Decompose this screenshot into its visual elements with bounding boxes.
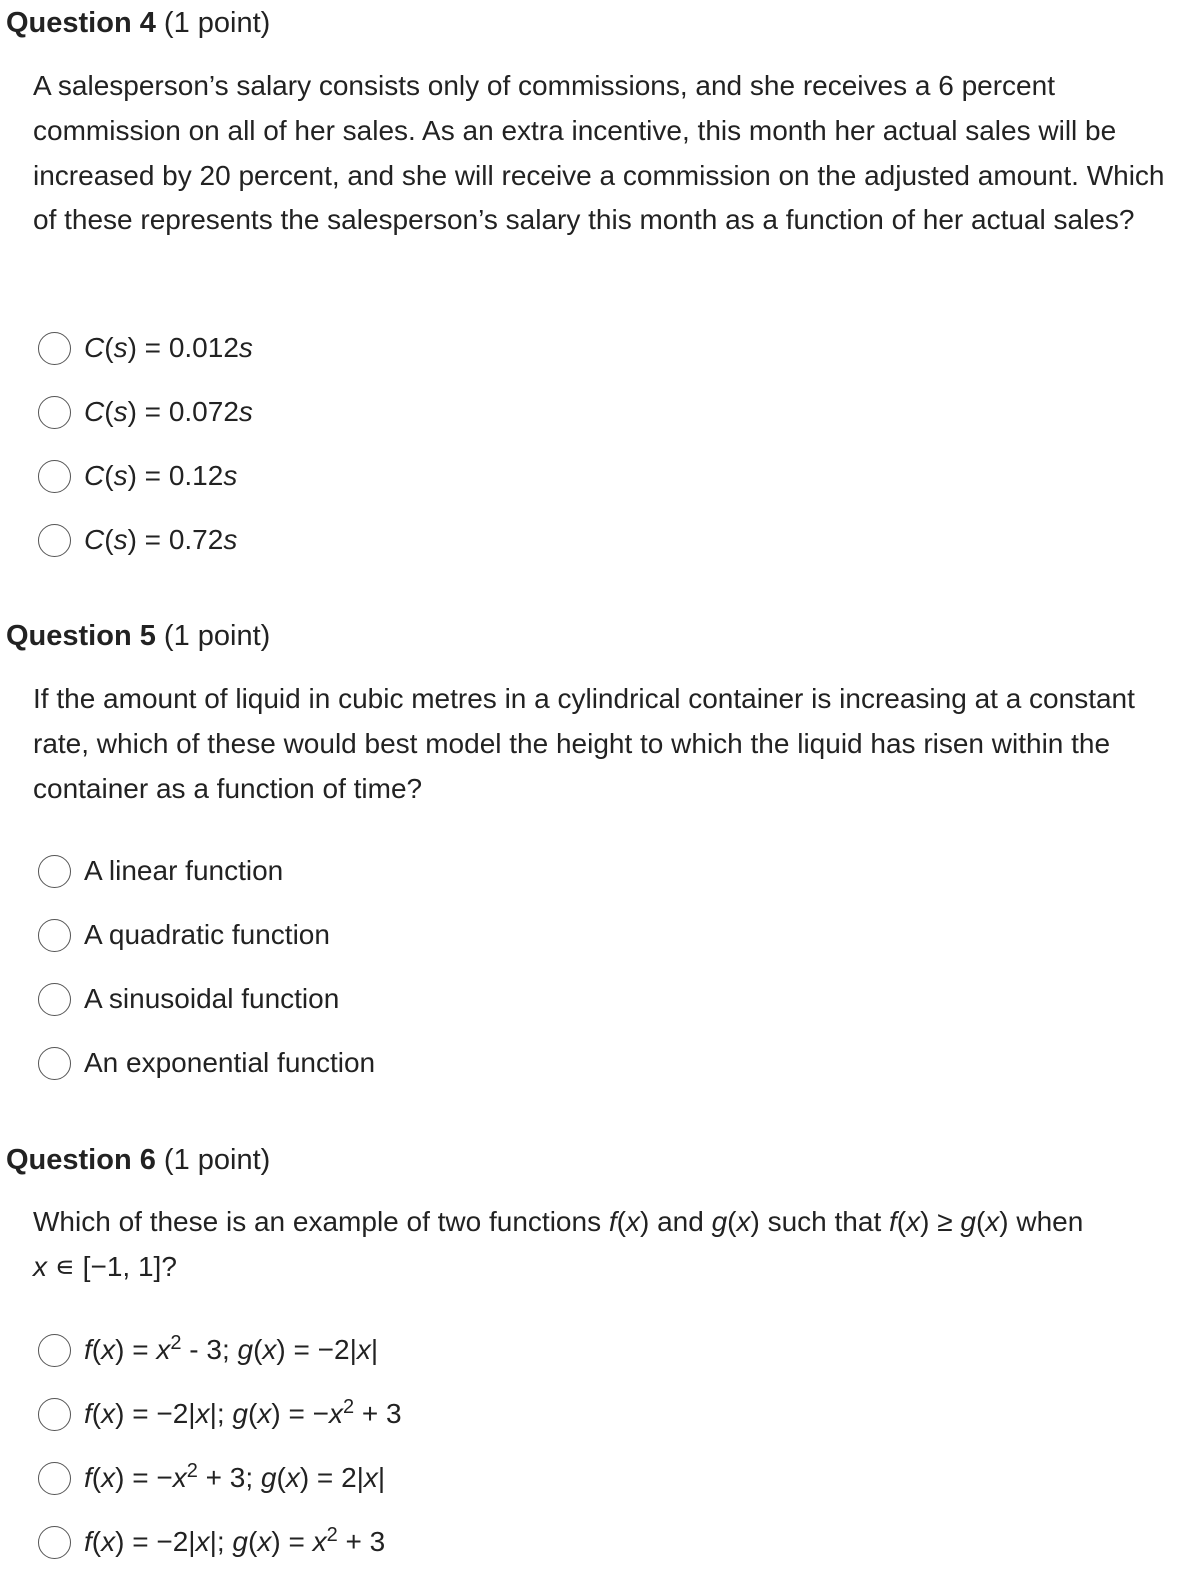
answer-option[interactable] <box>38 1510 402 1574</box>
radio-button[interactable] <box>38 855 71 888</box>
question-text: If the amount of liquid in cubic metres in a cylindrical container is increasing at a constant rate, which of these would best model the height to which the liquid has risen within the container as a function of time? <box>33 683 1135 804</box>
option-label: C(s) = 0.012s <box>84 332 253 363</box>
answer-option[interactable] <box>38 380 253 444</box>
inequality-condition: f(x) ≥ g(x) <box>889 1206 1009 1237</box>
answer-option[interactable] <box>38 316 253 380</box>
f-of-x: f(x) <box>608 1206 650 1237</box>
radio-button[interactable] <box>38 460 71 493</box>
answer-option[interactable] <box>38 903 375 967</box>
answer-option[interactable] <box>38 1382 402 1446</box>
text-lead: Which of these is an example of two functions <box>33 1206 609 1237</box>
radio-button[interactable] <box>38 983 71 1016</box>
radio-button[interactable] <box>38 1526 71 1559</box>
question-text: A salesperson’s salary consists only of commissions, and she receives a 6 percent commission on all of her sales. As an extra incentive, this month her actual sales will be increased by 20 percent, and she will receive a commission on the adjusted amount. Which of these represents the salesperson’s salary this month as a function of her actual sales? <box>33 70 1165 236</box>
question-number: Question 4 <box>6 7 156 39</box>
radio-button[interactable] <box>38 1462 71 1495</box>
option-label: C(s) = 0.12s <box>84 460 238 491</box>
question-number: Question 6 <box>6 1144 156 1176</box>
question-points: (1 point) <box>163 1144 271 1176</box>
question-points: (1 point) <box>163 620 271 652</box>
question-points: (1 point) <box>163 7 271 39</box>
radio-button[interactable] <box>38 919 71 952</box>
answer-options <box>38 839 375 1095</box>
option-label: C(s) = 0.72s <box>84 524 238 555</box>
question-text <box>33 1200 1183 1290</box>
radio-button[interactable] <box>38 1047 71 1080</box>
answer-options <box>38 316 253 572</box>
option-label: A sinusoidal function <box>84 983 340 1014</box>
answer-option[interactable] <box>38 1318 402 1382</box>
option-label: $f(x) = -x^2 + 3$; g(x) = 2|x| <box>84 1460 386 1493</box>
g-of-x: g(x) <box>711 1206 760 1237</box>
answer-options <box>38 1318 402 1574</box>
answer-option[interactable] <box>38 967 375 1031</box>
radio-button[interactable] <box>38 524 71 557</box>
question-title <box>6 614 270 658</box>
domain-interval: x ∊ [−1, 1]? <box>33 1250 177 1282</box>
answer-option[interactable] <box>38 444 253 508</box>
text-such-that: such that <box>759 1206 889 1237</box>
option-label: An exponential function <box>84 1047 376 1078</box>
option-label: $f(x) = x^2 - 3$; g(x) = −2|x| <box>84 1332 379 1365</box>
radio-button[interactable] <box>38 396 71 429</box>
option-label: A linear function <box>84 855 284 886</box>
option-label: f(x) = −2|x|; $g(x) = -x^2 + 3$ <box>84 1396 402 1429</box>
radio-button[interactable] <box>38 332 71 365</box>
option-label: f(x) = −2|x|; $g(x) = x^2 + 3$ <box>84 1524 386 1557</box>
option-label: A quadratic function <box>84 919 330 950</box>
question-title <box>6 1 270 45</box>
answer-option[interactable] <box>38 839 375 903</box>
answer-option[interactable] <box>38 1031 375 1095</box>
answer-option[interactable] <box>38 508 253 572</box>
question-title <box>6 1138 270 1182</box>
option-label: C(s) = 0.072s <box>84 396 253 427</box>
text-when: when <box>1008 1206 1084 1237</box>
radio-button[interactable] <box>38 1334 71 1367</box>
radio-button[interactable] <box>38 1398 71 1431</box>
question-number: Question 5 <box>6 620 156 652</box>
answer-option[interactable] <box>38 1446 402 1510</box>
text-and: and <box>649 1206 712 1237</box>
